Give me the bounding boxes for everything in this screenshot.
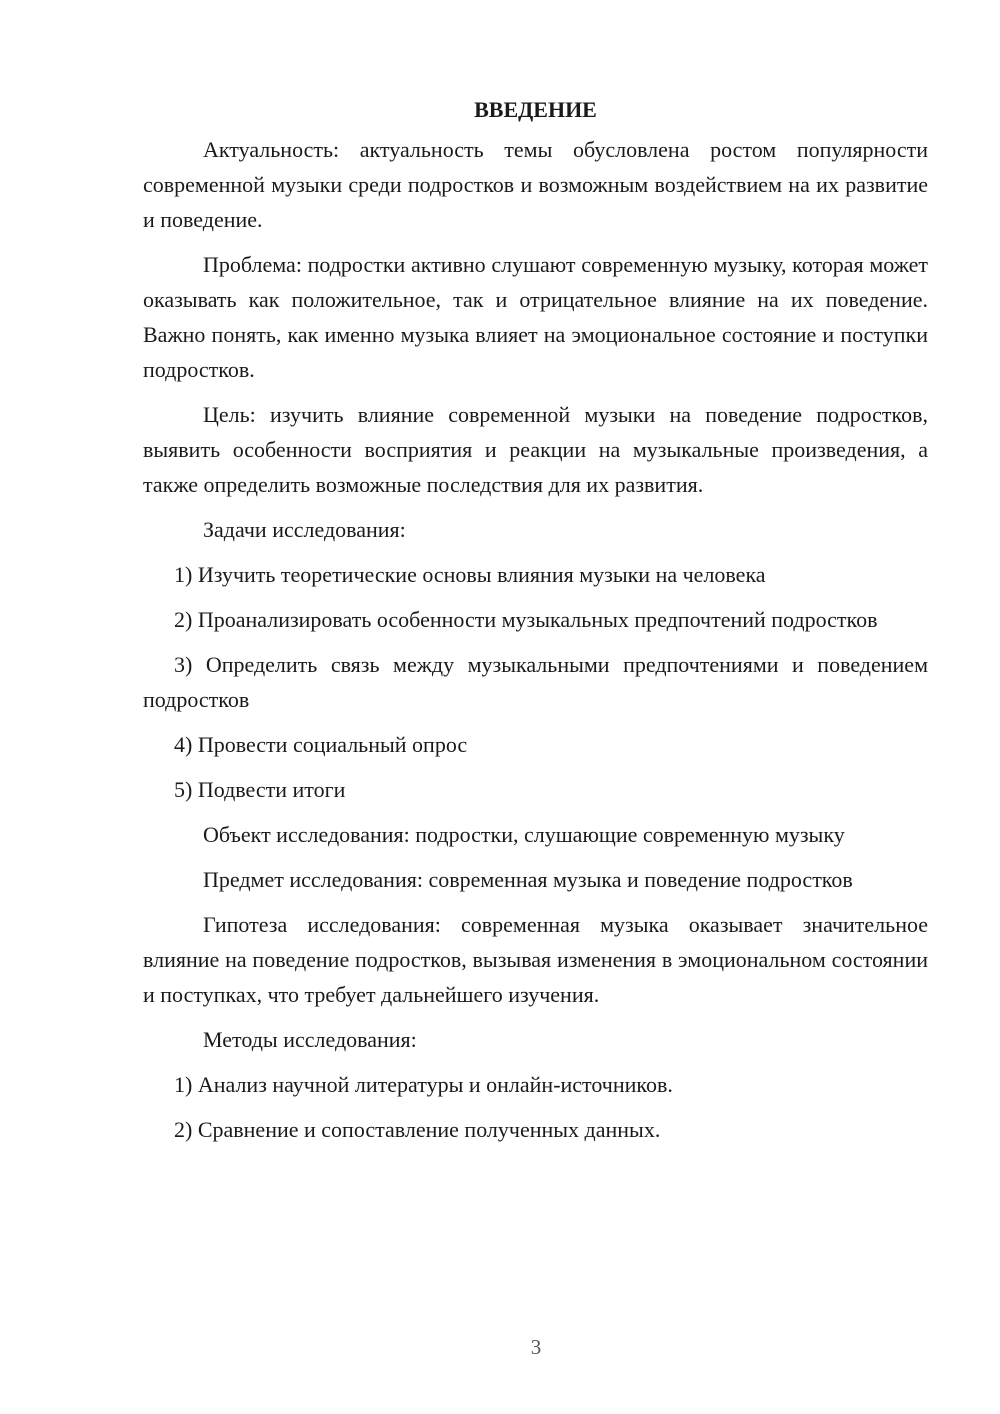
page-number: 3 bbox=[530, 1335, 542, 1359]
task-item: 4) Провести социальный опрос bbox=[174, 732, 468, 757]
object-paragraph: Объект исследования: подростки, слушающие современную музыку bbox=[203, 822, 845, 847]
page-content bbox=[143, 92, 928, 1157]
tasks-heading: Задачи исследования: bbox=[203, 517, 406, 542]
task-item: 5) Подвести итоги bbox=[174, 777, 346, 802]
method-item: 1) Анализ научной литературы и онлайн-источников. bbox=[174, 1072, 673, 1097]
goal-paragraph: Цель: изучить влияние современной музыки на поведение подростков, выявить особенности восприятия и реакции на музыкальные произведения, а также определить возможные последствия для их развития. bbox=[143, 402, 928, 497]
relevance-paragraph: Актуальность: актуальность темы обусловлена ростом популярности современной музыки среди подростков и возможным воздействием на их развитие и поведение. bbox=[143, 137, 928, 232]
task-item: 2) Проанализировать особенности музыкальных предпочтений подростков bbox=[174, 607, 878, 632]
method-item: 2) Сравнение и сопоставление полученных данных. bbox=[174, 1117, 661, 1142]
task-item: 3) Определить связь между музыкальными предпочтениями и поведением подростков bbox=[143, 652, 928, 712]
methods-heading: Методы исследования: bbox=[203, 1027, 417, 1052]
problem-paragraph: Проблема: подростки активно слушают современную музыку, которая может оказывать как положительное, так и отрицательное влияние на их поведение. Важно понять, как именно музыка влияет на эмоциональное состояние и поступки подростков. bbox=[143, 252, 928, 382]
hypothesis-paragraph: Гипотеза исследования: современная музыка оказывает значительное влияние на поведение подростков, вызывая изменения в эмоциональном состоянии и поступках, что требует дальнейшего изучения. bbox=[143, 912, 928, 1007]
task-item: 1) Изучить теоретические основы влияния музыки на человека bbox=[174, 562, 766, 587]
section-title: ВВЕДЕНИЕ bbox=[474, 97, 597, 122]
subject-paragraph: Предмет исследования: современная музыка и поведение подростков bbox=[203, 867, 853, 892]
